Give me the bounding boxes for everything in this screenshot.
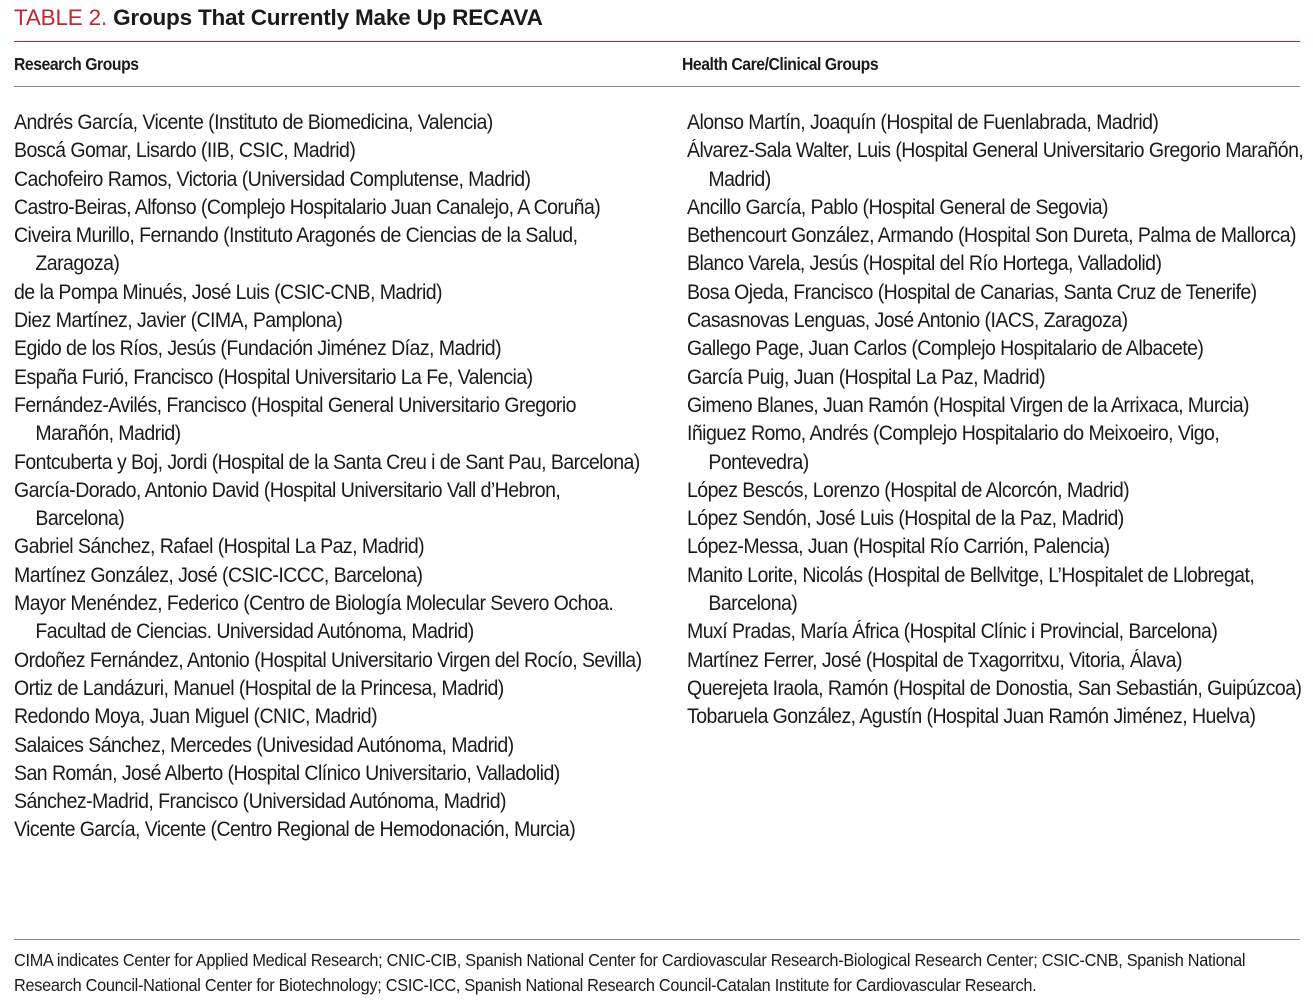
table-title [14, 2, 543, 34]
group-entry: Castro-Beiras, Alfonso (Complejo Hospitalario Juan Canalejo, A Coruña) [14, 195, 601, 219]
group-entry: Fernández-Avilés, Francisco (Hospital General Universitario Gregorio Marañón, Madrid) [14, 393, 576, 446]
table-label: TABLE 2. [14, 5, 108, 30]
group-entry: Muxí Pradas, María África (Hospital Clínic i Provincial, Barcelona) [687, 620, 1218, 644]
group-entry: Fontcuberta y Boj, Jordi (Hospital de la Santa Creu i de Sant Pau, Barcelona) [14, 450, 640, 474]
group-entry: Tobaruela González, Agustín (Hospital Juan Ramón Jiménez, Huelva) [687, 705, 1256, 729]
group-entry: Egido de los Ríos, Jesús (Fundación Jiménez Díaz, Madrid) [14, 337, 502, 361]
group-entry: García Puig, Juan (Hospital La Paz, Madrid) [687, 365, 1046, 389]
group-entry: Boscá Gomar, Lisardo (IIB, CSIC, Madrid) [14, 139, 356, 163]
footnote-rule [14, 939, 1300, 940]
table-title-text: Groups That Currently Make Up RECAVA [113, 5, 543, 30]
group-entry: López Bescós, Lorenzo (Hospital de Alcorcón, Madrid) [687, 478, 1130, 502]
group-entry: Casasnovas Lenguas, José Antonio (IACS, Zaragoza) [687, 309, 1128, 333]
clinical-groups-list [687, 109, 1313, 732]
group-entry: Gallego Page, Juan Carlos (Complejo Hospitalario de Albacete) [687, 337, 1204, 361]
group-entry: de la Pompa Minués, José Luis (CSIC-CNB, Madrid) [14, 280, 443, 304]
group-entry: Diez Martínez, Javier (CIMA, Pamplona) [14, 309, 343, 333]
group-entry: López-Messa, Juan (Hospital Río Carrión, Palencia) [687, 535, 1110, 559]
group-entry: Andrés García, Vicente (Instituto de Biomedicina, Valencia) [14, 111, 493, 134]
group-entry: Ancillo García, Pablo (Hospital General de Segovia) [687, 195, 1108, 219]
group-entry: Martínez Ferrer, José (Hospital de Txagorritxu, Vitoria, Álava) [687, 648, 1182, 672]
research-groups-list [14, 109, 694, 845]
group-entry: Mayor Menéndez, Federico (Centro de Biología Molecular Severo Ochoa. Facultad de Ciencias. Universidad Autónoma, Madrid) [14, 592, 614, 644]
group-entry: García-Dorado, Antonio David (Hospital Universitario Vall d’Hebron, Barcelona) [14, 478, 561, 531]
group-entry: López Sendón, José Luis (Hospital de la Paz, Madrid) [687, 507, 1124, 531]
group-entry: Salaices Sánchez, Mercedes (Univesidad Autónoma, Madrid) [14, 733, 514, 757]
group-entry: Bosa Ojeda, Francisco (Hospital de Canarias, Santa Cruz de Tenerife) [687, 280, 1257, 304]
group-entry: Blanco Varela, Jesús (Hospital del Río Hortega, Valladolid) [687, 252, 1162, 276]
group-entry: Gabriel Sánchez, Rafael (Hospital La Paz, Madrid) [14, 535, 425, 559]
table-footnote: CIMA indicates Center for Applied Medical Research; CNIC-CIB, Spanish National Center for Cardiovascular Research-Biological Research Center; CSIC-CNB, Spanish National Research Council-National Center for Biotechnology; CSIC-ICC, Spanish National Research Council-Catalan Institute for Cardiovascular Research. [14, 950, 1246, 995]
group-entry: Martínez González, José (CSIC-ICCC, Barcelona) [14, 563, 423, 587]
group-entry: Álvarez-Sala Walter, Luis (Hospital General Universitario Gregorio Marañón, Madrid) [687, 139, 1304, 191]
group-entry: Bethencourt González, Armando (Hospital Son Dureta, Palma de Mallorca) [687, 224, 1297, 248]
group-entry: Ortiz de Landázuri, Manuel (Hospital de la Princesa, Madrid) [14, 676, 504, 700]
group-entry: Gimeno Blanes, Juan Ramón (Hospital Virgen de la Arrixaca, Murcia) [687, 393, 1250, 417]
group-entry: Iñiguez Romo, Andrés (Complejo Hospitalario do Meixoeiro, Vigo, Pontevedra) [687, 422, 1220, 474]
group-entry: San Román, José Alberto (Hospital Clínico Universitario, Valladolid) [14, 761, 560, 785]
group-entry: Sánchez-Madrid, Francisco (Universidad Autónoma, Madrid) [14, 790, 506, 814]
group-entry: Cachofeiro Ramos, Victoria (Universidad Complutense, Madrid) [14, 167, 531, 191]
group-entry: Civeira Murillo, Fernando (Instituto Aragonés de Ciencias de la Salud, Zaragoza) [14, 224, 578, 276]
group-entry: Manito Lorite, Nicolás (Hospital de Bellvitge, L’Hospitalet de Llobregat, Barcelona) [687, 563, 1255, 616]
group-entry: Vicente García, Vicente (Centro Regional de Hemodonación, Murcia) [14, 818, 576, 842]
group-entry: Alonso Martín, Joaquín (Hospital de Fuenlabrada, Madrid) [687, 111, 1159, 134]
research-groups-header: Research Groups [14, 54, 139, 74]
group-entry: España Furió, Francisco (Hospital Universitario La Fe, Valencia) [14, 365, 533, 389]
header-rule [14, 86, 1300, 87]
group-entry: Ordoñez Fernández, Antonio (Hospital Universitario Virgen del Rocío, Sevilla) [14, 648, 642, 672]
clinical-groups-header: Health Care/Clinical Groups [682, 54, 879, 74]
group-entry: Redondo Moya, Juan Miguel (CNIC, Madrid) [14, 705, 378, 729]
top-rule [14, 41, 1300, 42]
group-entry: Querejeta Iraola, Ramón (Hospital de Donostia, San Sebastián, Guipúzcoa) [687, 676, 1302, 700]
